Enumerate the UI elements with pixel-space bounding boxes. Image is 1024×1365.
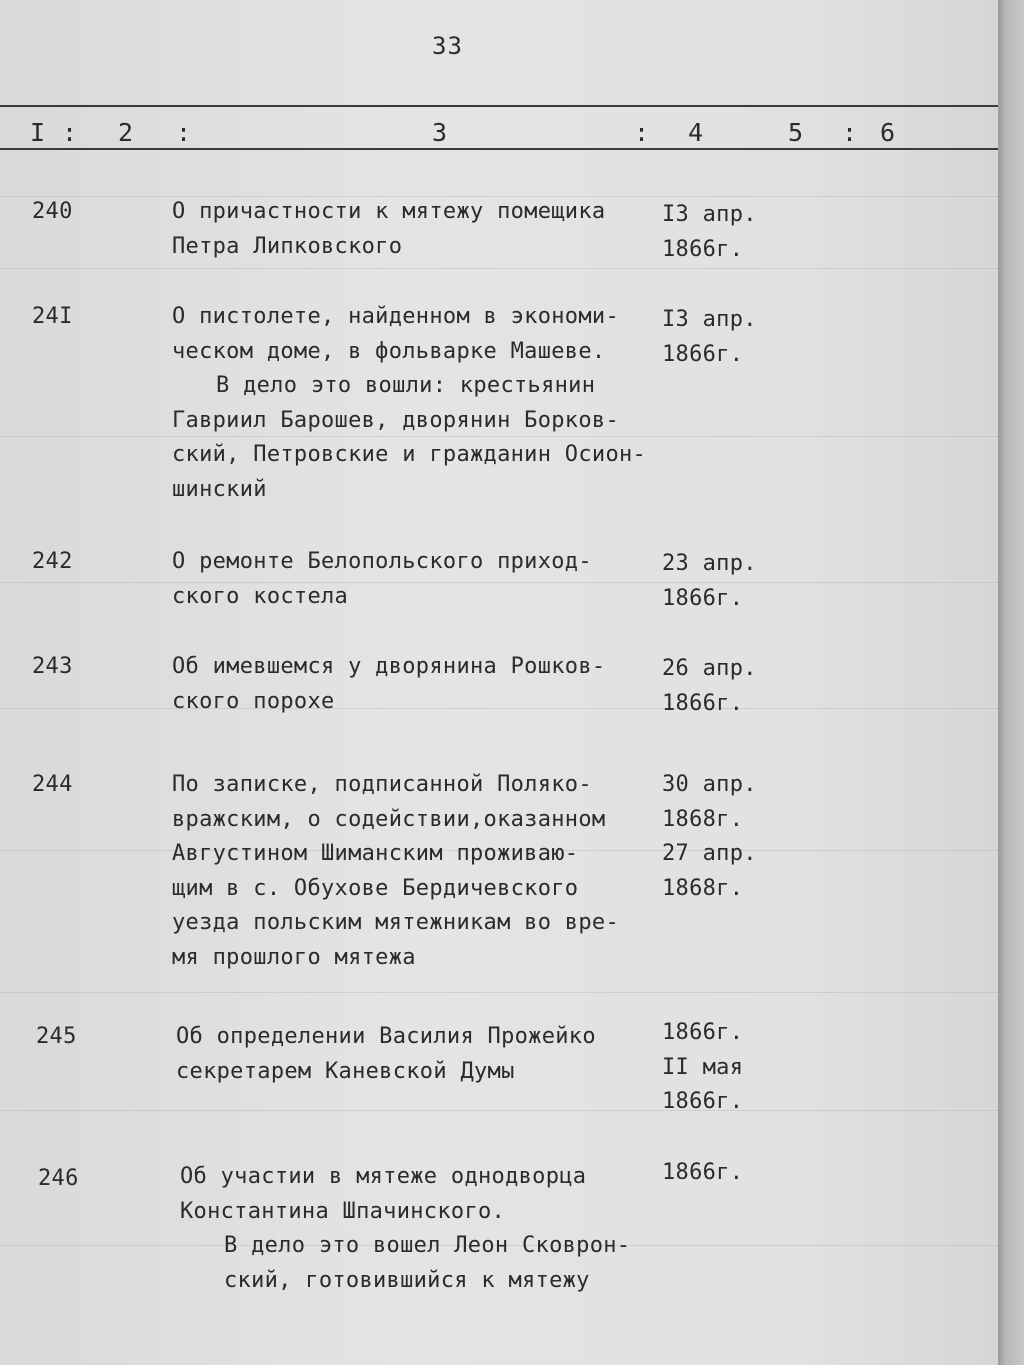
bleed-through-line — [0, 992, 998, 993]
entry-description — [180, 1160, 670, 1298]
description-line: Об имевшемся у дворянина Рошков- — [172, 654, 606, 679]
description-line: По записке, подписанной Поляко- — [172, 772, 592, 797]
date-line: 1866г. — [662, 1160, 744, 1185]
description-line: ского костела — [172, 583, 349, 609]
column-separator: : — [176, 118, 192, 147]
description-line: ский, Петровские и гражданин Осион- — [172, 442, 647, 467]
date-line: 27 апр. — [662, 841, 757, 866]
bleed-through-line — [0, 268, 998, 269]
entry-date — [662, 768, 802, 906]
date-line: 1868г. — [662, 806, 744, 832]
entry-date — [662, 547, 802, 616]
entry-number: 240 — [32, 199, 73, 224]
description-line: О причастности к мятежу помещика — [172, 199, 606, 224]
date-line: 26 апр. — [662, 656, 757, 681]
entry-description — [176, 1020, 666, 1089]
page-number: 33 — [432, 32, 463, 60]
header-top-rule — [0, 105, 998, 107]
description-line: ский, готовившийся к мятежу — [224, 1267, 590, 1293]
date-line: 30 апр. — [662, 772, 757, 797]
entry-number: 245 — [36, 1024, 77, 1049]
bleed-through-line — [0, 1110, 998, 1111]
description-line: Об участии в мятеже однодворца — [180, 1164, 587, 1189]
column-separator: : — [634, 118, 650, 147]
description-line: О ремонте Белопольского приход- — [172, 549, 592, 574]
entry-description — [172, 195, 662, 264]
entry-number: 242 — [32, 549, 73, 574]
entry-description — [172, 768, 662, 975]
column-header-4: 4 — [688, 118, 704, 147]
description-line: Об определении Василия Прожейко — [176, 1024, 596, 1049]
description-line: вражским, о содействии,оказанном — [172, 806, 606, 832]
entry-number: 243 — [32, 654, 73, 679]
date-line: II мая — [662, 1054, 744, 1080]
entry-date — [662, 652, 802, 721]
entry-date — [662, 1016, 802, 1120]
description-line: Константина Шпачинского. — [180, 1198, 506, 1224]
description-line: Августином Шиманским проживаю- — [172, 841, 579, 866]
entry-description — [172, 545, 662, 614]
entry-description — [172, 650, 662, 719]
date-line: 1866г. — [662, 585, 744, 611]
entry-date — [662, 198, 802, 267]
description-line: ского порохе — [172, 688, 335, 714]
column-header-1: I — [30, 118, 46, 147]
entry-number: 244 — [32, 772, 73, 797]
header-bottom-rule — [0, 148, 998, 150]
description-line: В дело это вошел Леон Сковрон- — [224, 1233, 631, 1258]
column-header-row — [0, 118, 998, 152]
description-line: щим в с. Обухове Бердичевского — [172, 875, 579, 901]
description-line: мя прошлого мятежа — [172, 944, 416, 970]
entry-description — [172, 300, 662, 507]
date-line: I3 апр. — [662, 307, 757, 332]
entry-date — [662, 1156, 802, 1191]
entry-date — [662, 303, 802, 372]
column-header-3: 3 — [432, 118, 448, 147]
description-line: О пистолете, найденном в экономи- — [172, 304, 619, 329]
page-edge-shadow — [998, 0, 1024, 1365]
column-header-6: 6 — [880, 118, 896, 147]
column-header-2: 2 — [118, 118, 134, 147]
date-line: 1866г. — [662, 236, 744, 262]
description-line: уезда польским мятежникам во вре- — [172, 910, 619, 935]
description-line: В дело это вошли: крестьянин — [216, 373, 596, 398]
date-line: 1866г. — [662, 690, 744, 716]
description-line: ческом доме, в фольварке Машеве. — [172, 338, 606, 364]
date-line: 1866г. — [662, 341, 744, 367]
date-line: 23 апр. — [662, 551, 757, 576]
column-separator: : — [842, 118, 858, 147]
entry-number: 24I — [32, 304, 73, 329]
date-line: 1866г. — [662, 1089, 744, 1114]
description-line: Петра Липковского — [172, 233, 403, 259]
description-line: шинский — [172, 476, 267, 502]
date-line: 1868г. — [662, 875, 744, 901]
description-line: секретарем Каневской Думы — [176, 1058, 515, 1084]
column-separator: : — [62, 118, 78, 147]
date-line: 1866г. — [662, 1020, 744, 1045]
date-line: I3 апр. — [662, 202, 757, 227]
description-line: Гавриил Барошев, дворянин Борков- — [172, 407, 619, 433]
column-header-5: 5 — [788, 118, 804, 147]
entry-number: 246 — [38, 1166, 79, 1191]
